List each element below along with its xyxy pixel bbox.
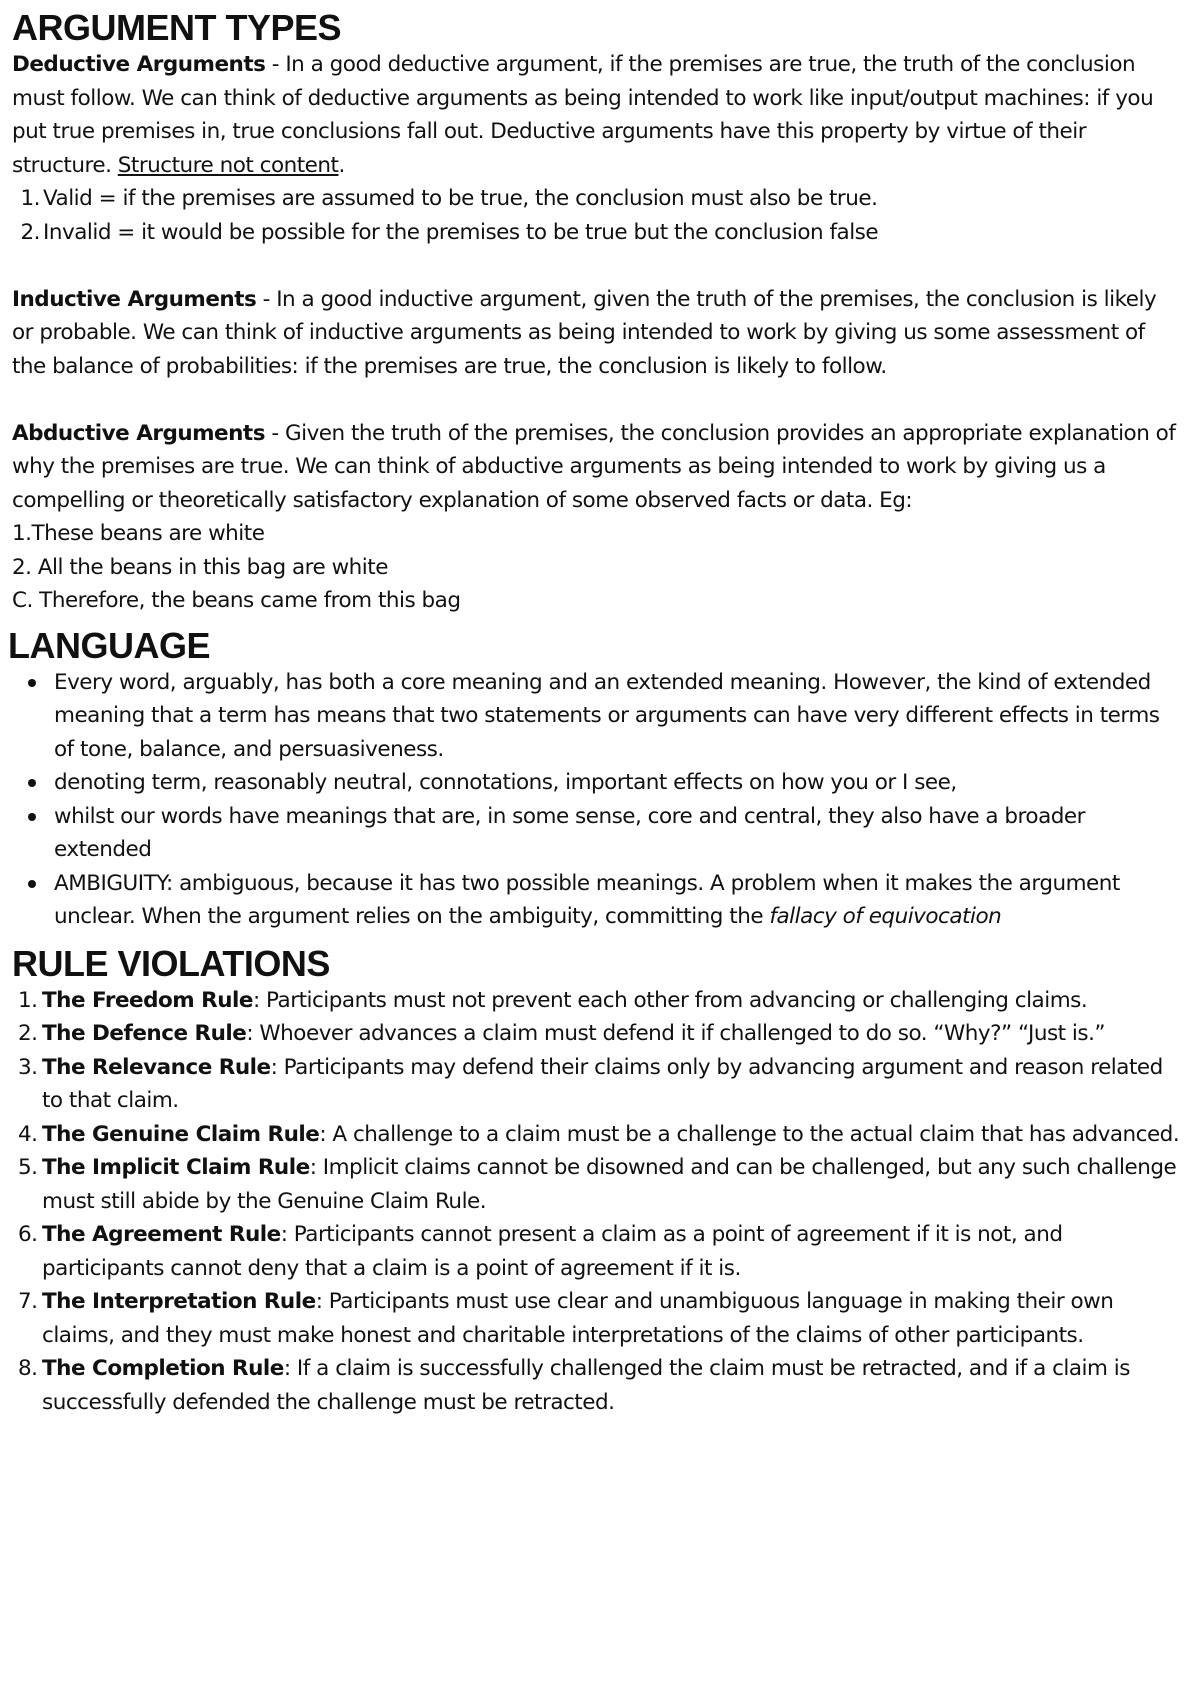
abductive-paragraph	[12, 417, 1182, 518]
rule-item-implicit-claim	[12, 1151, 1182, 1218]
bullet-icon	[28, 679, 36, 687]
rule-item-freedom	[12, 984, 1182, 1018]
rule-name: The Completion Rule	[42, 1356, 284, 1381]
rule-item-agreement	[12, 1218, 1182, 1285]
abductive-line-1: 1.These beans are white	[12, 521, 265, 546]
rule-text: : Participants must use clear and unambiguous language in making their own claims, and they must make honest and charitable interpretations of the claims of other participants.	[42, 1289, 1114, 1348]
rule-number: 2.	[18, 1021, 38, 1046]
list-text: Valid = if the premises are assumed to be true, the conclusion must also be true.	[43, 186, 878, 211]
list-item	[12, 766, 1182, 800]
abductive-term: Abductive Arguments	[12, 420, 266, 446]
bullet-text: Every word, arguably, has both a core meaning and an extended meaning. However, the kind of extended meaning that a term has means that two statements or arguments can have very different effects in terms of tone, balance, and persuasiveness.	[54, 669, 1160, 762]
list-number: 2.	[20, 219, 40, 245]
spacer	[12, 383, 1182, 417]
rules-list	[12, 984, 1182, 1420]
rule-item-interpretation	[12, 1285, 1182, 1352]
abductive-line-2: 2. All the beans in this bag are white	[12, 554, 388, 580]
rule-item-genuine-claim	[12, 1118, 1182, 1152]
rule-number: 1.	[18, 987, 38, 1013]
rule-item-relevance	[12, 1051, 1182, 1118]
rule-name: The Relevance Rule	[42, 1054, 271, 1080]
heading-argument-types: ARGUMENT TYPES	[12, 7, 342, 48]
deductive-term: Deductive Arguments	[12, 52, 266, 77]
spacer	[12, 249, 1182, 283]
list-item	[12, 666, 1182, 767]
bullet-text: whilst our words have meanings that are, in some sense, core and central, they also have a broader extended	[54, 803, 1085, 862]
bullet-icon	[28, 779, 36, 787]
bullet-icon	[28, 880, 36, 888]
abductive-text: - Given the truth of the premises, the conclusion provides an appropriate explanation of why the premises are true. We can think of abductive arguments as being intended to work by giving us a compelling or theoretically satisfactory explanation of some observed facts or data. Eg:	[12, 420, 1176, 513]
list-item-invalid	[16, 216, 1182, 250]
rule-item-defence	[12, 1017, 1182, 1051]
rule-name: The Agreement Rule	[42, 1222, 281, 1247]
rule-item-completion	[12, 1352, 1182, 1419]
inductive-text: - In a good inductive argument, given the truth of the premises, the conclusion is likely or probable. We can think of inductive arguments as being intended to work by giving us some assessment of the balance of probabilities: if the premises are true, the conclusion is likely to follow.	[12, 286, 1157, 379]
rule-number: 6.	[18, 1222, 38, 1247]
rule-number: 7.	[18, 1289, 38, 1314]
inductive-term: Inductive Arguments	[12, 286, 257, 312]
rule-name: The Implicit Claim Rule	[42, 1155, 310, 1180]
language-bullets	[12, 666, 1182, 934]
rule-number: 8.	[18, 1356, 38, 1381]
rule-text: : Whoever advances a claim must defend it if challenged to do so. “Why?” “Just is.”	[246, 1021, 1106, 1046]
bullet-text: denoting term, reasonably neutral, connotations, important effects on how you or I see,	[54, 770, 957, 795]
bullet-icon	[28, 813, 36, 821]
rule-number: 4.	[18, 1121, 38, 1147]
list-item-ambiguity	[12, 867, 1182, 934]
rule-text: : Participants may defend their claims only by advancing argument and reason related to that claim.	[42, 1054, 1163, 1113]
structure-not-content: Structure not content	[117, 152, 339, 178]
deductive-list	[12, 182, 1182, 249]
list-number: 1.	[20, 186, 40, 211]
rule-number: 5.	[18, 1155, 38, 1180]
deductive-paragraph	[12, 48, 1182, 182]
rule-name: The Interpretation Rule	[42, 1289, 316, 1314]
deductive-text: - In a good deductive argument, if the premises are true, the truth of the conclusion must follow. We can think of deductive arguments as being intended to work like input/output machines: if you put true premises in, true conclusions fall out. Deductive arguments have this property by virtue of their structure.	[12, 52, 1154, 178]
rule-text: : Implicit claims cannot be disowned and can be challenged, but any such challenge must still abide by the Genuine Claim Rule.	[42, 1155, 1177, 1214]
rule-text: : A challenge to a claim must be a challenge to the actual claim that has advanced.	[319, 1121, 1180, 1147]
fallacy-of-equivocation: fallacy of equivocation	[769, 904, 1002, 929]
rule-text: : If a claim is successfully challenged the claim must be retracted, and if a claim is successfully defended the challenge must be retracted.	[42, 1356, 1130, 1415]
rule-name: The Genuine Claim Rule	[42, 1121, 320, 1147]
rule-name: The Freedom Rule	[42, 987, 253, 1013]
heading-language: LANGUAGE	[8, 624, 210, 666]
list-item	[12, 800, 1182, 867]
rule-number: 3.	[18, 1054, 38, 1080]
deductive-tail: .	[338, 152, 345, 178]
abductive-line-3: C. Therefore, the beans came from this bag	[12, 588, 461, 613]
list-text: Invalid = it would be possible for the premises to be true but the conclusion false	[43, 219, 879, 245]
heading-rule-violations: RULE VIOLATIONS	[12, 942, 330, 984]
rule-text: : Participants must not prevent each other from advancing or challenging claims.	[252, 987, 1088, 1013]
rule-text: : Participants cannot present a claim as a point of agreement if it is not, and participants cannot deny that a claim is a point of agreement if it is.	[42, 1222, 1063, 1281]
inductive-paragraph	[12, 283, 1182, 384]
rule-name: The Defence Rule	[42, 1021, 247, 1046]
bullet-text: AMBIGUITY: ambiguous, because it has two possible meanings. A problem when it makes the argument unclear. When the argument relies on the ambiguity, committing the	[54, 870, 1120, 929]
list-item-valid	[16, 182, 1182, 216]
